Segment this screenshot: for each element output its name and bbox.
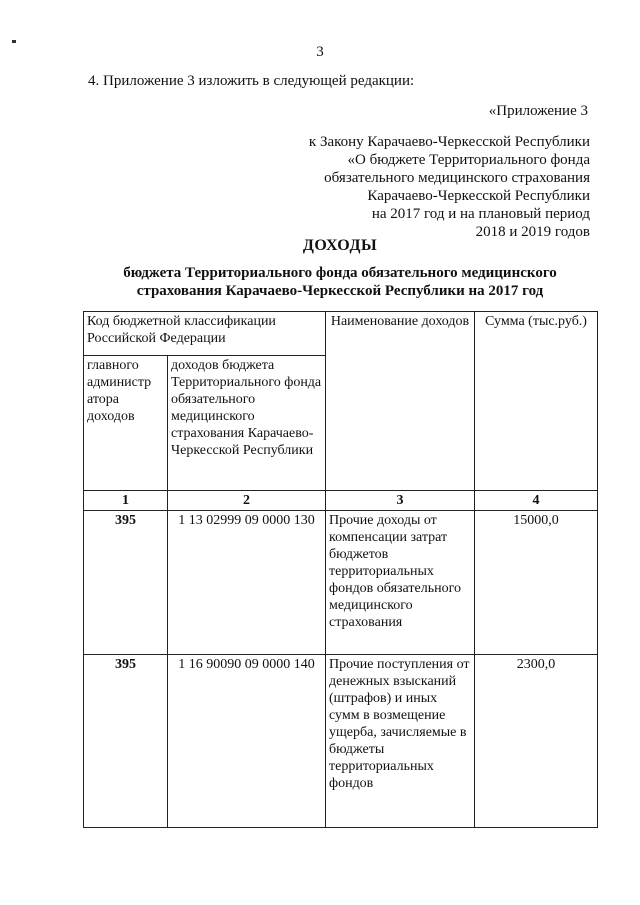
budget-code: 1 13 02999 09 0000 130 bbox=[168, 511, 326, 655]
header-classification-code: Код бюджетной классификации Российской Федерации bbox=[84, 312, 326, 356]
appendix-line: к Закону Карачаево-Черкесской Республики bbox=[308, 134, 590, 150]
table-row bbox=[84, 511, 598, 655]
budget-code: 1 16 90090 09 0000 140 bbox=[168, 655, 326, 828]
header-revenue-name: Наименование доходов bbox=[326, 312, 475, 491]
document-subtitle bbox=[100, 264, 580, 300]
column-number: 3 bbox=[326, 491, 475, 511]
revenue-sum: 2300,0 bbox=[475, 655, 598, 828]
scan-mark bbox=[12, 40, 16, 43]
header-sum: Сумма (тыс.руб.) bbox=[475, 312, 598, 491]
revenue-name: Прочие доходы от компенсации затрат бюджетов территориальных фондов обязательного медицинского страхования bbox=[326, 511, 475, 655]
column-number-row bbox=[84, 491, 598, 511]
appendix-line: 2018 и 2019 годов bbox=[475, 224, 590, 240]
instruction-text: 4. Приложение 3 изложить в следующей редакции: bbox=[88, 73, 415, 89]
page-number: 3 bbox=[316, 44, 324, 60]
admin-code: 395 bbox=[84, 511, 168, 655]
column-number: 2 bbox=[168, 491, 326, 511]
table-row bbox=[84, 655, 598, 828]
appendix-label: «Приложение 3 bbox=[488, 103, 588, 119]
revenue-sum: 15000,0 bbox=[475, 511, 598, 655]
header-budget-revenue-code: доходов бюджета Территориального фонда обязательного медицинского страхования Карачаево-Черкесской Республики bbox=[168, 356, 326, 491]
appendix-reference bbox=[309, 133, 590, 241]
column-number: 4 bbox=[475, 491, 598, 511]
revenue-table bbox=[83, 311, 598, 828]
admin-code: 395 bbox=[84, 655, 168, 828]
subtitle-line: бюджета Территориального фонда обязательного медицинского bbox=[123, 265, 557, 281]
appendix-line: обязательного медицинского страхования bbox=[324, 170, 590, 186]
appendix-line: «О бюджете Территориального фонда bbox=[347, 152, 590, 168]
revenue-name: Прочие поступления от денежных взысканий (штрафов) и иных сумм в возмещение ущерба, зачисляемые в бюджеты территориальных фондов bbox=[326, 655, 475, 828]
subtitle-line: страхования Карачаево-Черкесской Республики на 2017 год bbox=[136, 283, 544, 299]
appendix-line: на 2017 год и на плановый период bbox=[371, 206, 590, 222]
appendix-line: Карачаево-Черкесской Республики bbox=[367, 188, 590, 204]
document-title: ДОХОДЫ bbox=[302, 237, 378, 254]
header-main-administrator: главного администр атора доходов bbox=[84, 356, 168, 491]
column-number: 1 bbox=[84, 491, 168, 511]
